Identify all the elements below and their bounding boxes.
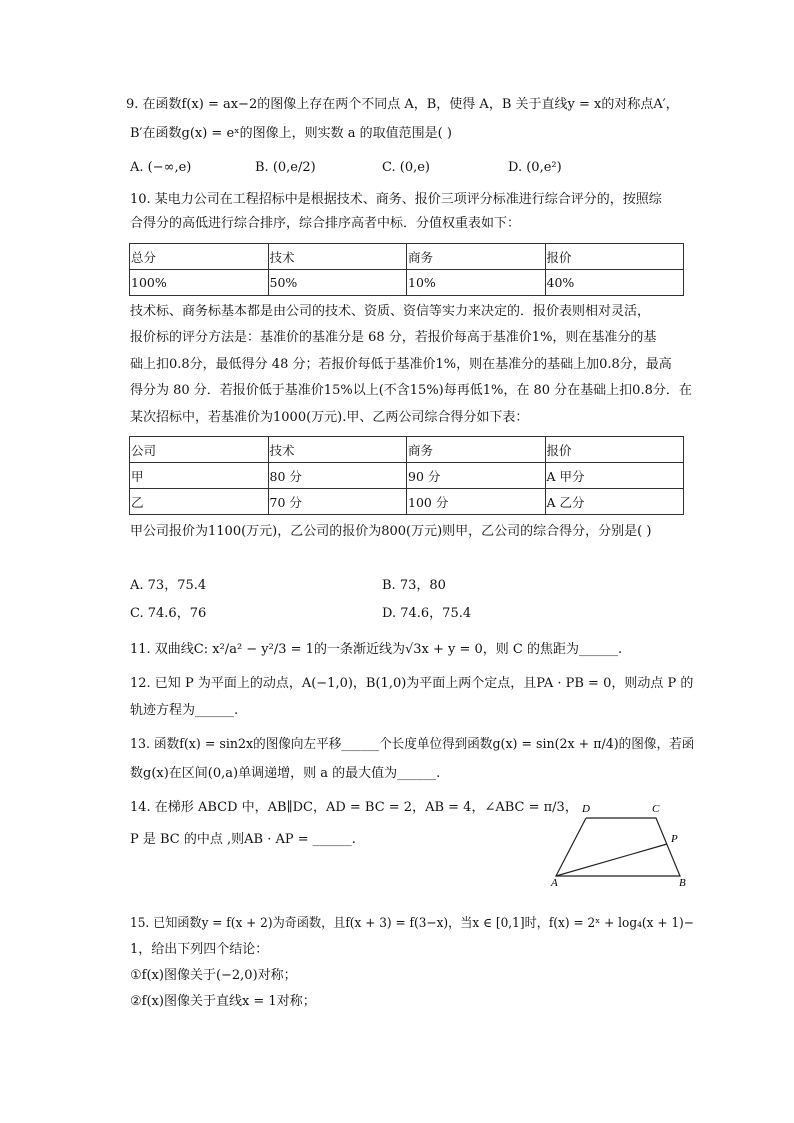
table-row	[130, 489, 684, 515]
trapezoid-figure	[545, 798, 695, 888]
table-row	[130, 437, 684, 463]
table-row	[130, 244, 684, 270]
table-cell: 80 分	[268, 463, 407, 489]
q15-line2: 1，给出下列四个结论：	[130, 942, 269, 957]
q10-option-d: D. 74.6，75.4	[382, 606, 472, 621]
q10-option-c: C. 74.6，76	[130, 606, 207, 621]
q10-line2: 合得分的高低进行综合排序，综合排序高者中标．分值权重表如下：	[130, 216, 521, 231]
table-cell: 总分	[130, 244, 269, 270]
label-b: B	[679, 877, 686, 888]
q9-option-c: C. (0,e)	[382, 160, 430, 175]
q15-line1: 15. 已知函数y = f(x + 2)为奇函数，且f(x + 3) = f(3−x)，当x ∈ [0,1]时，f(x) = 2ˣ + log₄(x + 1)−	[130, 916, 694, 931]
q10-line1: 10. 某电力公司在工程招标中是根据技术、商务、报价三项评分标准进行综合评分的，按照综	[130, 192, 662, 207]
table-cell: 50%	[268, 270, 407, 296]
weight-table	[129, 243, 684, 296]
label-d: D	[582, 803, 590, 815]
table-cell: 乙	[130, 489, 269, 515]
q10-para-5: 某次招标中，若基准价为1000(万元).甲、乙两公司综合得分如下表：	[130, 410, 529, 425]
q9-option-d: D. (0,e²)	[508, 160, 562, 175]
table-cell: 报价	[545, 437, 684, 463]
table-row	[130, 463, 684, 489]
label-c: C	[652, 803, 660, 815]
table-cell: 10%	[407, 270, 546, 296]
q12-line1: 12. 已知 P 为平面上的动点，A(−1,0)，B(1,0)为平面上两个定点，且PA · PB = 0，则动点 P 的	[130, 676, 694, 691]
q14-line2: P 是 BC 的中点 ,则AB · AP = ______.	[130, 832, 356, 847]
q13-line1: 13. 函数f(x) = sin2x的图像向左平移______个长度单位得到函数g(x) = sin(2x + π/4)的图像，若函	[130, 737, 695, 752]
table-cell: 商务	[407, 437, 546, 463]
q13-line2: 数g(x)在区间(0,a)单调递增，则 a 的最大值为______.	[130, 766, 441, 781]
q10-question: 甲公司报价为1100(万元)，乙公司的报价为800(万元)则甲，乙公司的综合得分，分别是( )	[130, 524, 652, 539]
table-cell: A 甲分	[545, 463, 684, 489]
q10-para-3: 础上扣0.8分，最低得分 48 分；若报价每低于基准价1%，则在基准分的基础上加0.8分，最高	[130, 357, 672, 372]
q9-option-b: B. (0,e/2)	[255, 160, 316, 175]
table-cell: 技术	[268, 244, 407, 270]
table-cell: 40%	[545, 270, 684, 296]
table-cell: A 乙分	[545, 489, 684, 515]
label-a: A	[551, 877, 558, 888]
q9-line1: 9. 在函数f(x) = ax−2的图像上存在两个不同点 A，B，使得 A，B 关于直线y = x的对称点A′，	[126, 97, 679, 112]
table-cell: 100 分	[407, 489, 546, 515]
q10-para-4: 得分为 80 分．若报价低于基准价15%以上(不含15%)每再低1%，在 80 分在基础上扣0.8分．在	[130, 383, 692, 398]
table-cell: 报价	[545, 244, 684, 270]
q12-line2: 轨迹方程为______.	[130, 703, 239, 718]
segment-ap	[556, 844, 667, 876]
q10-para-1: 技术标、商务标基本都是由公司的技术、资质、资信等实力来决定的．报价表则相对灵活，	[130, 304, 651, 319]
table-cell: 甲	[130, 463, 269, 489]
q11-text: 11. 双曲线C: x²/a² − y²/3 = 1的一条渐近线为√3x + y = 0，则 C 的焦距为______.	[130, 642, 623, 657]
q15-item-1: ①f(x)图像关于(−2,0)对称；	[130, 968, 297, 983]
q9-option-a: A. (−∞,e)	[130, 160, 192, 175]
q9-line2: B′在函数g(x) = eˣ的图像上，则实数 a 的取值范围是( )	[130, 126, 452, 141]
table-cell: 技术	[268, 437, 407, 463]
q10-para-2: 报价标的评分方法是：基准价的基准分是 68 分，若报价每高于基准价1%，则在基准分的基	[130, 330, 657, 345]
q10-option-b: B. 73，80	[382, 578, 446, 593]
table-cell: 100%	[130, 270, 269, 296]
label-p: P	[671, 833, 678, 845]
table-row	[130, 270, 684, 296]
table-cell: 70 分	[268, 489, 407, 515]
q15-item-2: ②f(x)图像关于直线x = 1对称；	[130, 994, 316, 1009]
q14-line1: 14. 在梯形 ABCD 中，AB∥DC，AD = BC = 2，AB = 4，∠ABC = π/3，	[130, 800, 578, 815]
table-cell: 商务	[407, 244, 546, 270]
score-table	[129, 436, 684, 515]
q10-option-a: A. 73，75.4	[130, 578, 207, 593]
table-cell: 公司	[130, 437, 269, 463]
table-cell: 90 分	[407, 463, 546, 489]
trapezoid-outline	[556, 818, 680, 876]
